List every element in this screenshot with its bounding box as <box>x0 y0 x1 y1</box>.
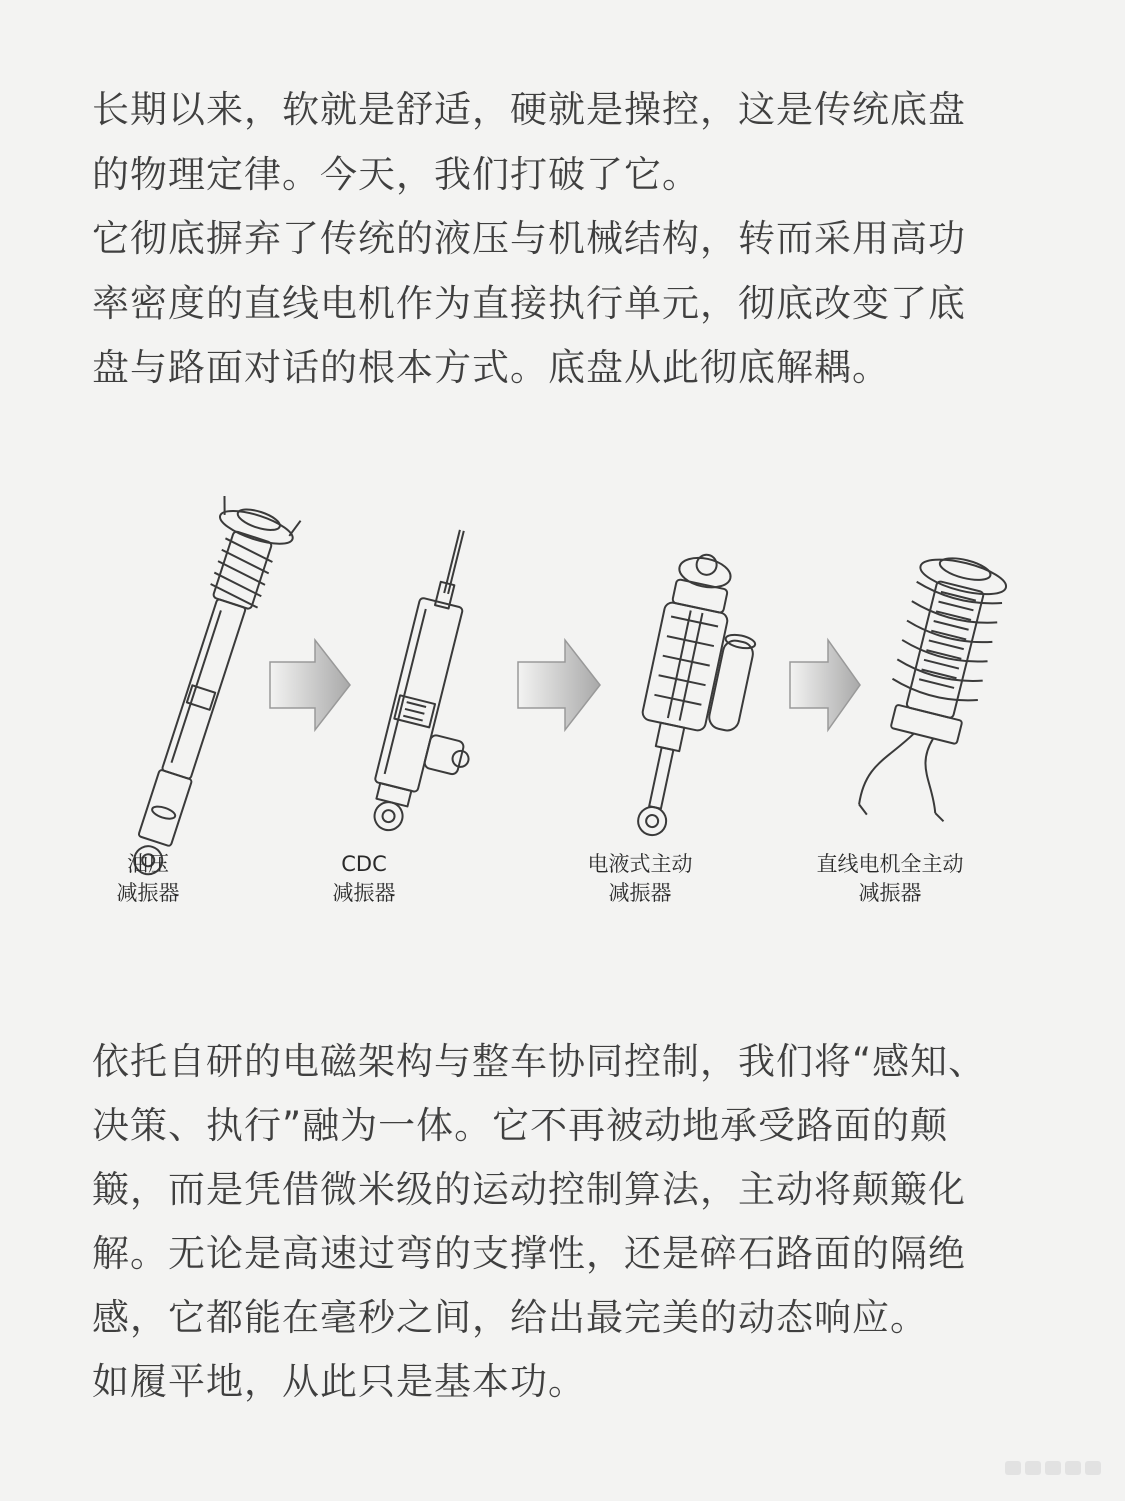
watermark-logo <box>1005 1457 1105 1479</box>
intro-line: 它彻底摒弃了传统的液压与机械结构，转而采用高功 <box>92 217 966 260</box>
label-hydraulic <box>117 850 180 908</box>
label-line: 油压 <box>127 852 169 876</box>
intro-line: 盘与路面对话的根本方式。底盘从此彻底解耦。 <box>92 346 890 389</box>
label-electro-hydraulic <box>588 850 693 908</box>
intro-line: 长期以来，软就是舒适，硬就是操控，这是传统底盘 <box>92 88 966 131</box>
label-cdc <box>333 850 396 908</box>
outro-line: 决策、执行”融为一体。它不再被动地承受路面的颠 <box>92 1104 949 1147</box>
right-arrow-icon <box>518 640 600 730</box>
label-line: 减振器 <box>858 881 922 905</box>
label-line: 减振器 <box>116 881 180 905</box>
right-arrow-icon <box>790 640 860 730</box>
label-line: 减振器 <box>608 881 672 905</box>
intro-line: 的物理定律。今天，我们打破了它。 <box>92 152 700 196</box>
outro-line: 依托自研的电磁架构与整车协同控制，我们将“感知、 <box>92 1040 987 1083</box>
cdc-shock-absorber-icon <box>364 525 522 846</box>
outro-text <box>92 1030 1032 1414</box>
intro-line: 率密度的直线电机作为直接执行单元，彻底改变了底 <box>92 281 966 325</box>
shock-absorber-evolution-figure <box>60 490 1060 930</box>
outro-line: 如履平地，从此只是基本功。 <box>92 1360 586 1403</box>
label-line: 减振器 <box>332 881 396 905</box>
label-line: 电液式主动 <box>587 852 693 876</box>
outro-line: 簸，而是凭借微米级的运动控制算法，主动将颠簸化 <box>92 1168 966 1211</box>
outro-line: 解。无论是高速过弯的支撑性，还是碎石路面的隔绝 <box>92 1232 966 1275</box>
label-linear-motor <box>817 850 964 908</box>
right-arrow-icon <box>270 640 350 730</box>
label-line: 直线电机全主动 <box>816 852 964 876</box>
intro-text <box>92 78 1032 401</box>
outro-line: 感，它都能在毫秒之间，给出最完美的动态响应。 <box>92 1296 928 1339</box>
electro-hydraulic-active-shock-icon <box>618 548 771 848</box>
linear-motor-active-shock-icon <box>857 549 1010 834</box>
label-line: CDC <box>341 852 387 876</box>
